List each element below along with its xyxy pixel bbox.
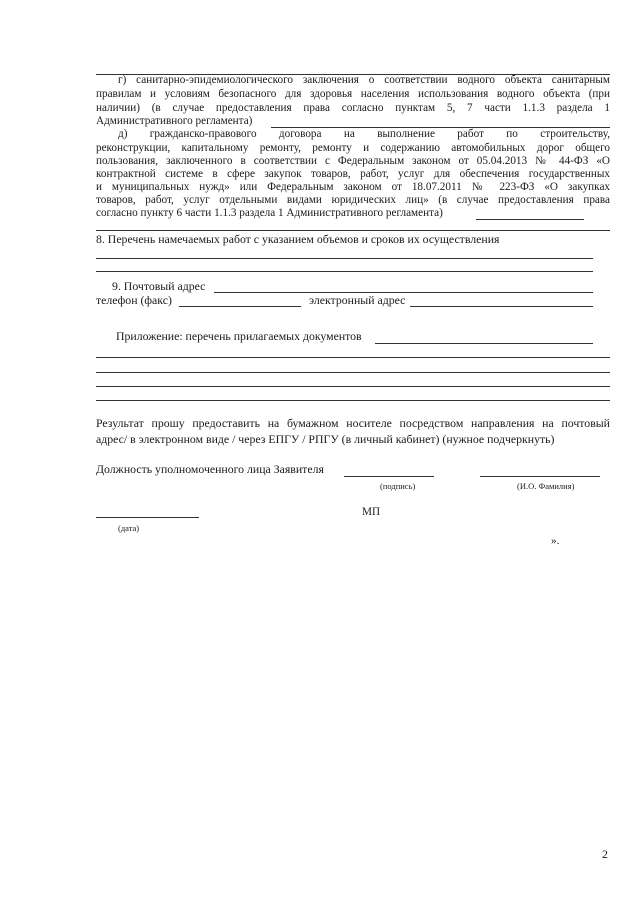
- section-d-line-7: согласно пункту 6 части 1.1.3 раздела 1 Административного регламента): [96, 207, 443, 219]
- position-label: Должность уполномоченного лица Заявителя: [96, 462, 324, 476]
- signature-caption: (подпись): [380, 481, 416, 491]
- section-g-line-4: Административного регламента): [96, 115, 253, 127]
- phone-label: телефон (факс): [96, 293, 172, 307]
- section-d-fill-line: [476, 219, 584, 220]
- appendix-line-3: [96, 386, 610, 387]
- page-number: 2: [602, 847, 608, 861]
- result-line-1: Результат прошу предоставить на бумажном носителе посредством направления на почтовый: [96, 416, 610, 430]
- signature-line: [344, 476, 434, 477]
- item-8-line-2: [96, 271, 593, 272]
- section-d-line-4: контрактной системе в сфере закупок товаров, работ, услуг для обеспечения государственных: [96, 168, 610, 180]
- postal-address-label: 9. Почтовый адрес: [112, 279, 206, 293]
- result-line-2: адрес/ в электронном виде / через ЕПГУ / РПГУ (в личный кабинет) (нужное подчеркнуть): [96, 432, 555, 446]
- section-g-line-1: г) санитарно-эпидемиологического заключения о соответствии водного объекта санитарным: [118, 74, 610, 86]
- appendix-label: Приложение: перечень прилагаемых документов: [116, 329, 362, 343]
- email-line: [410, 306, 593, 307]
- phone-line: [179, 306, 301, 307]
- appendix-line-4: [96, 400, 610, 401]
- section-d-line-5: и муниципальных нужд» или Федеральным законом от 18.07.2011 № 223-ФЗ «О закупках: [96, 181, 610, 193]
- appendix-line-2: [96, 372, 610, 373]
- section-g-line-2: правилам и условиям безопасного для здоровья населения использования водного объекта (при: [96, 88, 610, 100]
- stamp-label: МП: [362, 506, 381, 518]
- section-d-line-2: реконструкции, капитальному ремонту, ремонту и содержанию автомобильных дорог общего: [96, 142, 610, 154]
- section-d-line-6: товаров, работ, услуг отдельными видами юридических лиц» (в случае предоставления права: [96, 194, 610, 206]
- section-g-line-3: наличии) (в случае предоставления права согласно пунктам 5, 7 части 1.1.3 раздела 1: [96, 102, 610, 114]
- section-d-line-3: пользования, заключенного в соответствии с Федеральным законом от 05.04.2013 № 44-ФЗ «О: [96, 155, 610, 167]
- section-d-line-1: д) гражданско-правового договора на выполнение работ по строительству,: [118, 128, 610, 140]
- section-d-bottom-rule: [96, 230, 610, 231]
- item-8-line-1: [96, 258, 593, 259]
- email-label: электронный адрес: [309, 293, 406, 307]
- appendix-line-1: [96, 357, 610, 358]
- item-8-label: 8. Перечень намечаемых работ с указанием объемов и сроков их осуществления: [96, 232, 500, 246]
- date-caption: (дата): [118, 523, 140, 533]
- closing-quote: ».: [551, 535, 560, 547]
- date-line: [96, 517, 199, 518]
- name-line: [480, 476, 600, 477]
- name-caption: (И.О. Фамилия): [517, 481, 575, 491]
- appendix-line-0: [375, 343, 593, 344]
